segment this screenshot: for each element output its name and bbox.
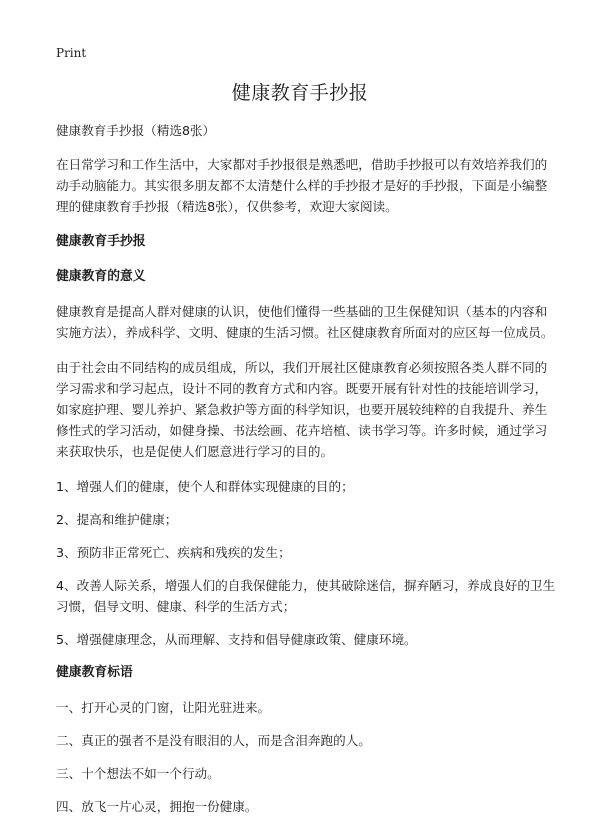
page-title: 健康教育手抄报 [231,82,369,104]
print-label: Print [56,46,87,60]
section-heading-main: 健康教育手抄报 [56,234,146,249]
meaning-list-item: 3、预防非正常死亡、疾病和残疾的发生； [56,545,291,560]
meaning-list-item: 1、增强人们的健康，使个人和群体实现健康的目的； [56,479,354,494]
document-subtitle: 健康教育手抄报（精选8张） [56,123,216,138]
meaning-list-item: 4、改善人际关系，增强人们的自我保健能力，使其破除迷信，摒弃陋习，养成良好的卫生习惯，倡导文明、健康、科学的生活方式； [56,578,556,614]
section-heading-meaning: 健康教育的意义 [56,269,146,284]
meaning-list-item: 2、提高和维护健康； [56,512,178,527]
slogan-item: 三、十个想法不如一个行动。 [56,766,220,781]
slogan-item: 四、放飞一片心灵，拥抱一份健康。 [56,799,258,814]
meaning-list-item: 5、增强健康理念，从而理解、支持和倡导健康政策、健康环境。 [56,632,417,647]
slogan-item: 二、真正的强者不是没有眼泪的人，而是含泪奔跑的人。 [56,733,371,748]
meaning-paragraph-1: 健康教育是提高人群对健康的认识，使他们懂得一些基础的卫生保健知识（基本的内容和实施方法），养成科学、文明、健康的生活习惯。社区健康教育所面对的应区每一位成员。 [56,304,554,340]
section-heading-slogans: 健康教育标语 [56,665,133,680]
intro-paragraph: 在日常学习和工作生活中，大家都对手抄报很是熟悉吧，借助手抄报可以有效培养我们的动手动脑能力。其实很多朋友都不太清楚什么样的手抄报才是好的手抄报，下面是小编整理的健康教育手抄报（精选8张），仅供参考，欢迎大家阅读。 [56,157,548,214]
meaning-paragraph-2: 由于社会由不同结构的成员组成，所以，我们开展社区健康教育必须按照各类人群不同的学习需求和学习起点，设计不同的教育方式和内容。既要开展有针对性的技能培训学习，如家庭护理、婴儿养护、紧急救护等方面的科学知识，也要开展较纯粹的自我提升、养生修性式的学习活动，如健身操、书法绘画、花卉培植、读书学习等。许多时候，通过学习来获取快乐，也是促使人们愿意进行学习的目的。 [56,360,548,459]
slogan-item: 一、打开心灵的门窗，让阳光驻进来。 [56,700,271,715]
document-body [56,120,556,829]
